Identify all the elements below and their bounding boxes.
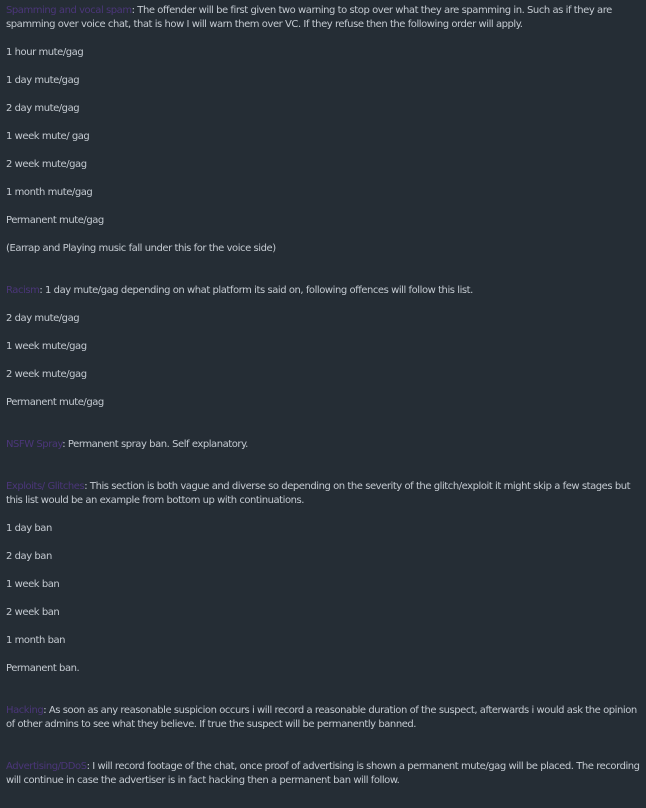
list-item: 1 month mute/gag: [6, 187, 93, 198]
list-item: 2 day ban: [6, 551, 52, 562]
section-heading: Advertising/DDoS: [6, 761, 87, 772]
list-item: 1 month ban: [6, 635, 66, 646]
list-item: 1 week ban: [6, 579, 60, 590]
section-intro: [6, 284, 642, 298]
list-item: Permanent mute/gag: [6, 215, 104, 226]
list-item: 2 week ban: [6, 607, 60, 618]
list-item: (Earrap and Playing music fall under this for the voice side): [6, 243, 276, 254]
section-intro-text: : The offender will be first given two warning to stop over what they are spamming in. Such as if they are spamming over voice chat, that is how I will warn them over VC. If they refuse then the following order will apply.: [6, 5, 612, 30]
section-intro: [6, 480, 642, 508]
section-intro: [6, 438, 642, 452]
list-item: Permanent mute/gag: [6, 397, 104, 408]
section-heading: Spamming and vocal spam: [6, 5, 132, 16]
list-item: 1 day ban: [6, 523, 52, 534]
section-heading: NSFW Spray: [6, 439, 63, 450]
section-intro: [6, 704, 642, 732]
list-item: 1 hour mute/gag: [6, 47, 84, 58]
section-heading: Exploits/ Glitches: [6, 481, 85, 492]
list-item: 2 day mute/gag: [6, 313, 80, 324]
section-intro-text: : Permanent spray ban. Self explanatory.: [62, 439, 248, 450]
section-heading: Racism: [6, 285, 40, 296]
list-item: 1 week mute/gag: [6, 341, 87, 352]
section-intro-text: : 1 day mute/gag depending on what platform its said on, following offences will follow this list.: [39, 285, 473, 296]
section-racism: [6, 284, 642, 410]
list-item: 2 day mute/gag: [6, 103, 80, 114]
section-hacking: [6, 704, 642, 732]
document-body: [6, 4, 642, 788]
list-item: 2 week mute/gag: [6, 159, 87, 170]
section-intro-text: : This section is both vague and diverse so depending on the severity of the glitch/exploit it might skip a few stages but this list would be an example from bottom up with continuations.: [6, 481, 631, 506]
section-intro-text: : I will record footage of the chat, once proof of advertising is shown a permanent mute/gag will be placed. The recording will continue in case the advertiser is in fact hacking then a permanent ban will follow.: [6, 761, 640, 786]
list-item: 2 week mute/gag: [6, 369, 87, 380]
section-heading: Hacking: [6, 705, 44, 716]
section-intro-text: : As soon as any reasonable suspicion occurs i will record a reasonable duration of the suspect, afterwards i would ask the opinion of other admins to see what they believe. If true the suspect will be permanently banned.: [6, 705, 637, 730]
list-item: 1 day mute/gag: [6, 75, 80, 86]
list-item: 1 week mute/ gag: [6, 131, 90, 142]
section-exploits: [6, 480, 642, 676]
section-intro: [6, 4, 642, 32]
list-item: Permanent ban.: [6, 663, 80, 674]
section-spamming: [6, 4, 642, 256]
section-advertising: [6, 760, 642, 788]
section-nsfw-spray: [6, 438, 642, 452]
section-intro: [6, 760, 642, 788]
